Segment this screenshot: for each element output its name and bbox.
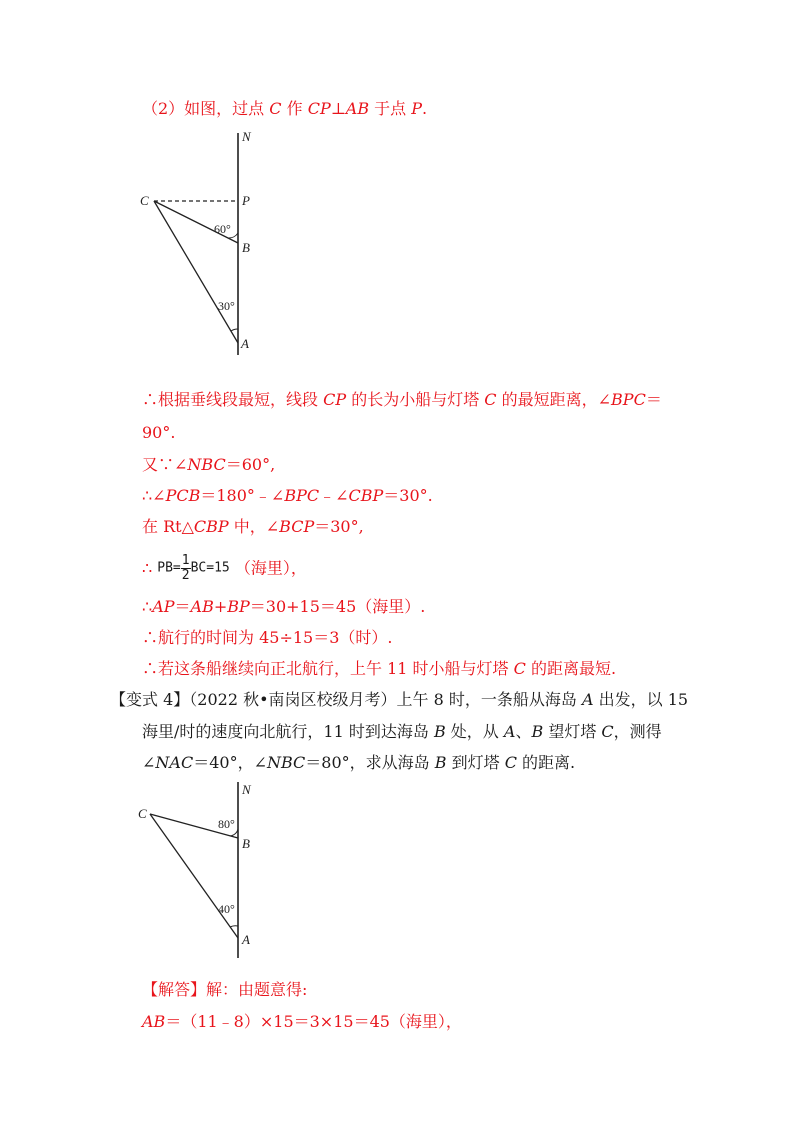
solution-line-6: ∴ PB= $\frac{1}{2}$ BC=15 （海里）， <box>142 553 307 583</box>
solution-line-2: 90°. <box>142 423 176 442</box>
label-p: P <box>242 193 250 208</box>
part2-intro: （2）如图，过点 C 作 CP⊥AB 于点 P. <box>142 99 428 118</box>
angle-label-30: 30° <box>218 299 235 313</box>
solution-line-9: ∴若这条船继续向正北航行，上午 11 时小船与灯塔 C 的距离最短. <box>142 659 617 678</box>
variant4-line-1: 【变式 4】（2022 秋•南岗区校级月考）上午 8 时，一条船从海岛 A 出发，以 15 <box>110 690 689 709</box>
answer-line-2: AB＝（11﹣8）×15＝3×15＝45（海里）， <box>142 1012 462 1031</box>
label-a-2: A <box>242 932 250 947</box>
angle-label-40: 40° <box>218 902 235 916</box>
label-n-2: N <box>242 782 251 797</box>
solution-line-1: ∴根据垂线段最短，线段 CP 的长为小船与灯塔 C 的最短距离，∠BPC＝ <box>142 390 662 409</box>
label-b: B <box>242 240 250 255</box>
solution-line-8: ∴航行的时间为 45÷15＝3（时）. <box>142 628 393 647</box>
label-c: C <box>140 193 149 208</box>
figure-2-geometry <box>136 778 276 963</box>
variant4-line-3: ∠NAC＝40°，∠NBC＝80°，求从海岛 B 到灯塔 C 的距离. <box>142 753 576 772</box>
solution-line-4: ∴∠PCB＝180°﹣∠BPC﹣∠CBP＝30°. <box>142 486 433 505</box>
angle-a-arc <box>231 329 238 331</box>
variant4-line-2: 海里/时的速度向北航行，11 时到达海岛 B 处，从 A、B 望灯塔 C，测得 <box>142 722 662 741</box>
figure-1-geometry <box>136 125 276 360</box>
variant4-tag: 【变式 4】 <box>110 690 190 709</box>
label-c-2: C <box>138 806 147 821</box>
fraction-one-half: $\frac{1}{2}$ <box>181 553 190 583</box>
answer-line-1: 【解答】解：由题意得: <box>142 980 308 999</box>
label-n: N <box>242 129 251 144</box>
angle-a-arc-2 <box>230 926 238 927</box>
angle-label-80: 80° <box>218 817 235 831</box>
label-b-2: B <box>242 836 250 851</box>
angle-label-60: 60° <box>214 222 231 236</box>
solution-line-7: ∴AP＝AB+BP＝30+15＝45（海里）. <box>142 597 426 616</box>
solution-line-3: 又∵∠NBC＝60°, <box>142 455 276 474</box>
ca-line-2 <box>150 814 238 938</box>
label-a: A <box>241 336 249 351</box>
answer-tag: 【解答】 <box>142 980 207 999</box>
solution-line-5: 在 Rt△CBP 中，∠BCP＝30°, <box>142 517 364 536</box>
